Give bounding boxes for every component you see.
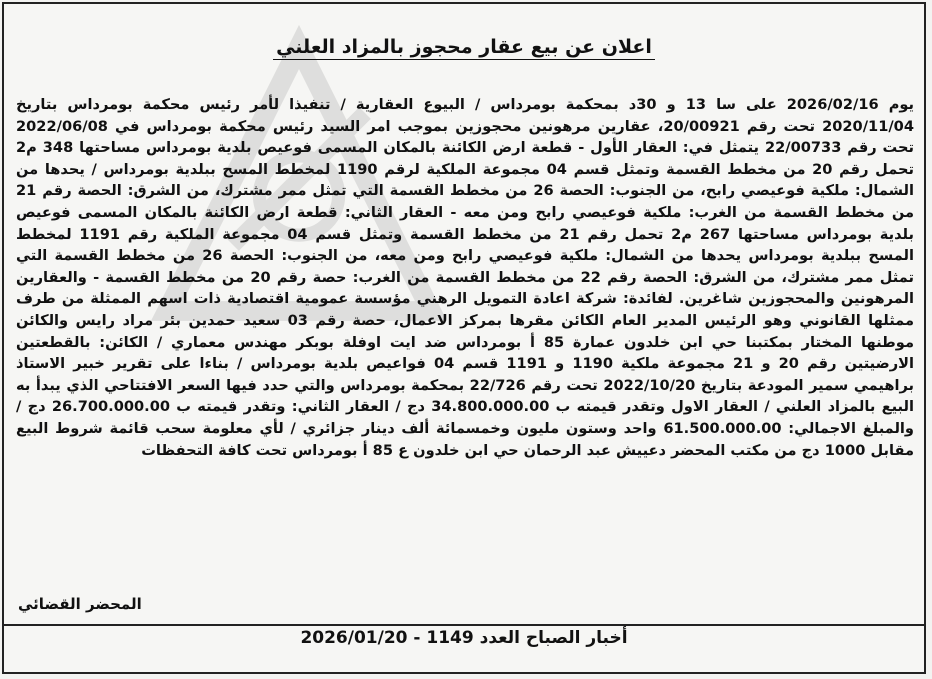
notice-title-text: اعلان عن بيع عقار محجوز بالمزاد العلني xyxy=(273,36,655,60)
footer-divider xyxy=(4,624,924,626)
newspaper-footer: أخبار الصباح العدد 1149 - 2026/01/20 xyxy=(300,628,628,648)
notice-title xyxy=(4,36,924,58)
notice-body: يوم 2026/02/16 على سا 13 و 30د بمحكمة بومرداس / البيوع العقارية / تنفيذا لأمر رئيس محكمة بومرداس بتاريخ 2020/11/04 تحت رقم 20/00921، عقارين مرهونين محجوزين بموجب امر السيد رئيس محكمة بومرداس في 2022/06/08 تحت رقم 22/00733 يتمثل في: العقار الأول - قطعة ارض الكائنة بالمكان المسمى فوعيص بلدية بومرداس مساحتها 348 م2 تحمل رقم 20 من مخطط القسمة وتمثل قسم 04 مجموعة الملكية لرقم 1190 لمخطط المسح ببلدية بومرداس / يحدها من الشمال: ملكية فوعيصي رابح، من الجنوب: الحصة 26 من مخطط القسمة التي تمثل ممر مشترك، من الشرق: الحصة رقم 21 من مخطط القسمة من الغرب: ملكية فوعيصي رابح ومن معه - العقار الثاني: قطعة ارض الكائنة بالمكان المسمى فوعيص بلدية بومرداس مساحتها 267 م2 تحمل رقم 21 من مخطط القسمة وتمثل قسم 04 مجموعة الملكية رقم 1191 لمخطط المسح ببلدية بومرداس يحدها من الشمال: ملكية فوعيصي رابح ومن معه، من الجنوب: الحصة 26 من مخطط القسمة التي تمثل ممر مشترك، من الشرق: الحصة رقم 22 من مخطط القسمة من الغرب: حصة رقم 20 من مخطط القسمة - والعقارين المرهونين والمحجوزين شاغرين. لفائدة: شركة اعادة التمويل الرهني مؤسسة عمومية اقتصادية ذات اسهم الممثلة من طرف ممثلها القانوني وهو الرئيس المدير العام الكائن مقرها بمركز الاعمال، حصة رقم 03 سعيد حمدين بئر مراد رايس والكائن موطنها المختار بمكتبنا حي ابن خلدون عمارة 85 أ بومرداس ضد ايت اوفلة بوبكر مهندس معماري / الكائن: بالقطعتين الارضيتين رقم 20 و 21 مجموعة ملكية 1190 و 1191 قسم 04 فواعيص بلدية بومرداس / بناءا على تقرير خبير الاستاذ براهيمي سمير المودعة بتاريخ 2022/10/20 تحت رقم 22/726 بمحكمة بومرداس والتي حدد فيها السعر الافتتاحي الذي يبدأ به البيع بالمزاد العلني / العقار الاول وتقدر قيمته ب 34.800.000.00 دج / العقار الثاني: وتقدر قيمته ب 26.700.000.00 دج / والمبلغ الاجمالي: 61.500.000.00 واحد وستون مليون وخمسمائة ألف دينار جزائري / لأي معلومة سحب قائمة شروط البيع مقابل 1000 دج من مكتب المحضر دعييش عبد الرحمان حي ابن خلدون ع 85 أ بومرداس تحت كافة التحفظات xyxy=(16,96,915,459)
bailiff-signature: المحضر القضائي xyxy=(18,595,142,613)
notice-frame xyxy=(2,2,926,674)
